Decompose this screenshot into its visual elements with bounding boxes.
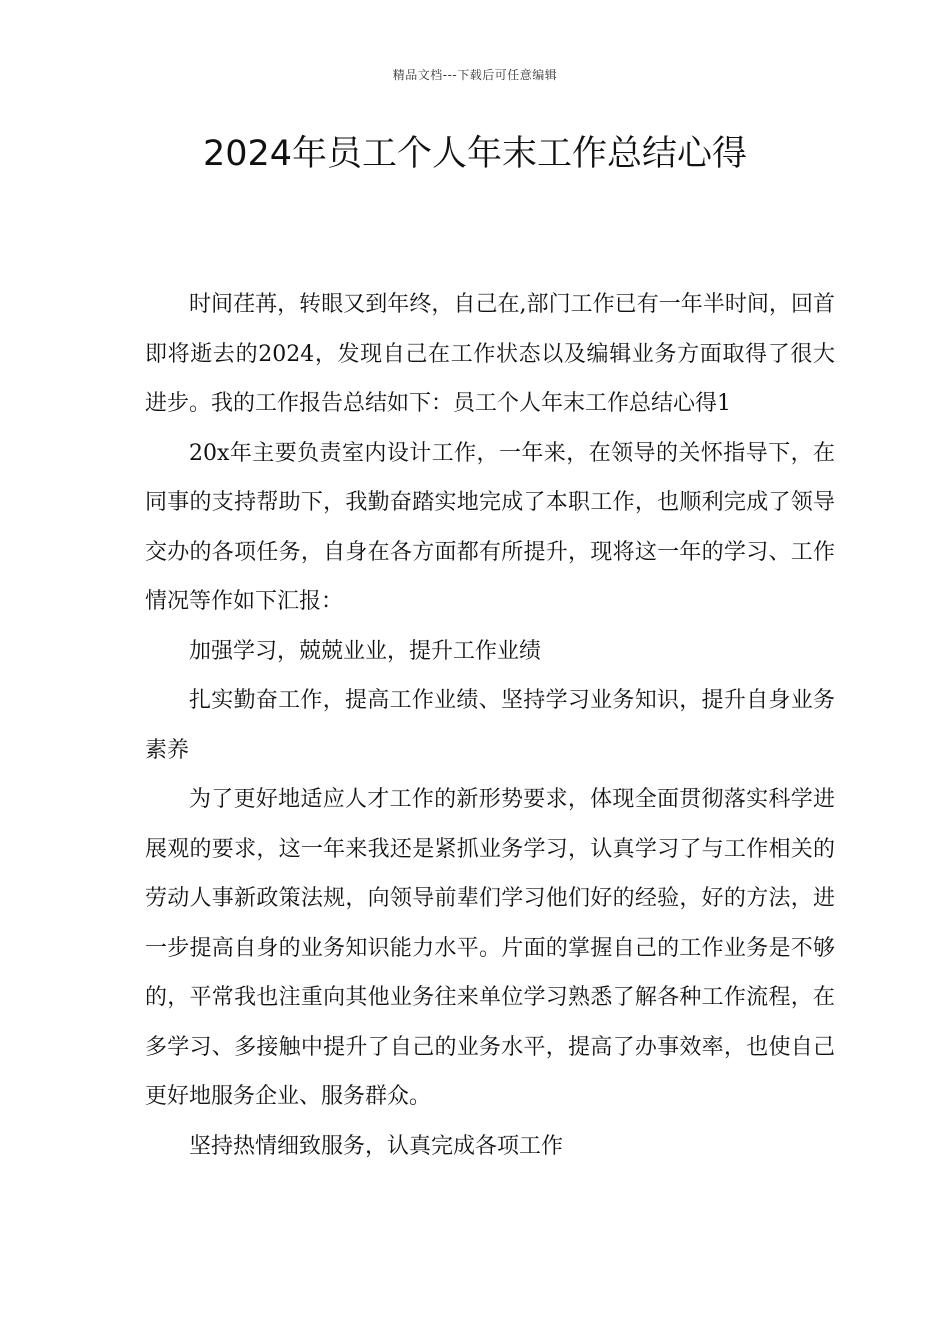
document-title: 2024年员工个人年末工作总结心得 [202,134,748,174]
page-header: 精品文档---下载后可任意编辑 [392,68,558,82]
paragraph: 扎实勤奋工作，提高工作业绩、坚持学习业务知识，提升自身业务素养 [145,688,835,763]
paragraph: 加强学习，兢兢业业，提升工作业绩 [189,638,542,664]
paragraph: 为了更好地适应人才工作的新形势要求，体现全面贯彻落实科学进展观的要求，这一年来我还是紧抓业务学习，认真学习了与工作相关的劳动人事新政策法规，向领导前辈们学习他们好的经验，好的方法，进一步提高自身的业务知识能力水平。片面的掌握自己的工作业务是不够的，平常我也注重向其他业务往来单位学习熟悉了解各种工作流程，在多学习、多接触中提升了自己的业务水平，提高了办事效率，也使自己更好地服务企业、服务群众。 [145,787,835,1109]
document-body [145,280,835,1171]
paragraph: 时间荏苒，转眼又到年终，自己在,部门工作已有一年半时间，回首即将逝去的2024，发现自己在工作状态以及编辑业务方面取得了很大进步。我的工作报告总结如下：员工个人年末工作总结心得1 [145,292,835,416]
paragraph: 20x年主要负责室内设计工作，一年来，在领导的关怀指导下，在同事的支持帮助下，我勤奋踏实地完成了本职工作，也顺利完成了领导交办的各项任务，自身在各方面都有所提升，现将这一年的学习、工作情况等作如下汇报： [145,440,835,614]
paragraph: 坚持热情细致服务，认真完成各项工作 [189,1133,564,1159]
